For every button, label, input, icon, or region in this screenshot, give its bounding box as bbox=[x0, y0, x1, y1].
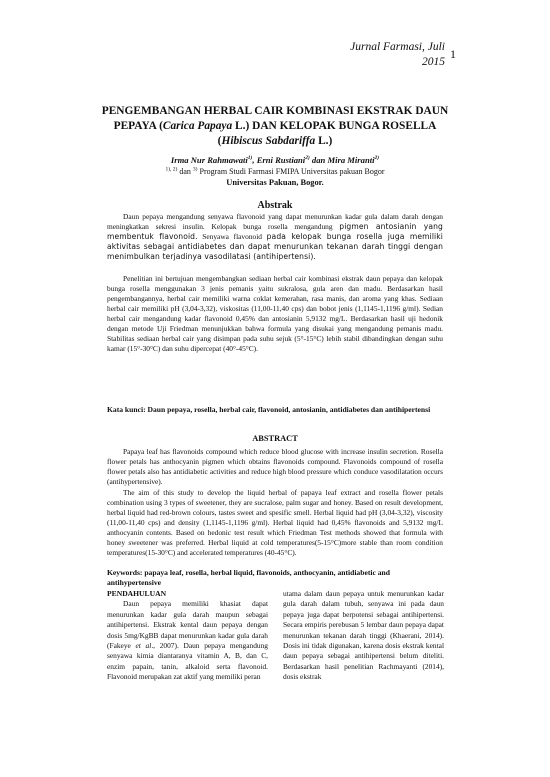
abstrak-text: Daun pepaya mengandung senyawa flavonoid yang dapat menurunkan kadar gula dalam darah dengan meningkatkan sekresi insulin. Kelopak bunga rosella mengandung bbox=[107, 212, 443, 231]
author-sup: 2) bbox=[305, 155, 310, 162]
body-column-left bbox=[107, 589, 268, 683]
title-text: PEPAYA ( bbox=[113, 120, 163, 132]
title-species: Hibiscus Sabdariffa bbox=[221, 135, 316, 147]
author-name: Erni Rustiani bbox=[256, 155, 306, 165]
author-names bbox=[70, 155, 480, 166]
title-line-3 bbox=[70, 134, 480, 149]
author-sep: dan bbox=[309, 155, 328, 165]
title-text: ( bbox=[217, 135, 222, 147]
body-paragraph bbox=[107, 599, 268, 682]
abstrak-text-sans: pada kelopak bunga rosella juga memiliki aktivitas sebagai antidiabetes dan dapat menurunkan tekanan darah tinggi dengan menimbulkan terjadinya vasodilatasi (antihipertensi). bbox=[107, 232, 443, 261]
journal-year: 2015 bbox=[422, 56, 445, 68]
section-heading: PENDAHULUAN bbox=[107, 589, 167, 598]
abstrak-text: Senyawa flavonoid bbox=[197, 232, 267, 241]
aff-sup: 3) bbox=[192, 166, 198, 173]
aff-sep: dan bbox=[177, 167, 193, 176]
keywords: Keywords: papaya leaf, rosella, herbal liquid, flavonoids, anthocyanin, antidiabetic and antihypertensive bbox=[107, 568, 390, 587]
kata-kunci: Kata kunci: Daun pepaya, rosella, herbal cair, flavonoid, antosianin, antidiabetes dan antihipertensi bbox=[107, 405, 431, 414]
paper-title bbox=[70, 104, 480, 149]
body-text: Daun pepaya memiliki khasiat dapat menurunkan kadar gula darah maupun sebagai antihipertensi. Ekstrak kental daun pepaya dengan dosis 5mg/KgBB dapat menurunkan kadar gula darah (Fakeye bbox=[107, 599, 268, 651]
abstrak-heading: Abstrak bbox=[257, 200, 293, 211]
title-text: L.) bbox=[315, 135, 333, 147]
abstract-paragraph-1: Papaya leaf has flavonoids compound which reduce blood glucose with increase insulin secretion. Rosella flower petals has anthocyanin pigmen which obtains flavonoids compound. Flavonoids compound of rosella flower petals also has antidiabetic activities and reduce high blood pressure which conduce vasodilatation occurs (antihypertensive). bbox=[107, 447, 443, 486]
university: Universitas Pakuan, Bogor. bbox=[226, 178, 324, 187]
abstrak-paragraph-1 bbox=[107, 212, 443, 262]
aff-sup: 1), 2) bbox=[165, 166, 178, 173]
abstract-heading: ABSTRACT bbox=[252, 434, 298, 443]
abstrak-paragraph-2: Penelitian ini bertujuan mengembangkan sediaan herbal cair kombinasi ekstrak daun pepaya dan kelopak bunga rosella menggunakan 3 jenis pemanis yaitu sukralosa, gula aren dan madu. Berdasarkan hasil pengembangannya, herbal cair memiliki warna coklat kemerahan, rasa manis, dan aroma yang khas. Sediaan herbal cair memiliki pH (3,04-3,32), viskositas (11,00-11,40 cps) dan bobot jenis (1,1145-1,1196 g/ml). Sedian herbal cair mengandung kadar flavonoid 0,45% dan antosianin 5,9132 mg/L. Berdasarkan hasil uji hedonik dengan metode Uji Friedman menunjukkan bahwa formula yang disukai yang mengandung pemanis madu. Stabilitas sediaan herbal cair yang disimpan pada suhu sejuk (5°-15°C) lebih stabil dibandingkan dengan suhu kamar (15°-30°C) dan suhu dipercepat (40°-45°C). bbox=[107, 274, 443, 353]
abstract-paragraph-2: The aim of this study to develop the liquid herbal of papaya leaf extract and rosella flower petals combination using 3 types of sweetener, they are sucralose, palm sugar and honey. Based on result development, herbal liquid had red-brown colours, tastes sweet and spesific smell. Herbal liquid had pH (3,04-3,32), viscosity (11,00-11,40 cps) and density (1,1145-1,1196 g/ml). Herbal liquid had 0,45% flavonoids and 5,9132 mg/L anthocyanin contents. Based on hedonic test result which Friedman Test methods showed that formula with honey sweetener was preferred. Herbal liquid at cold temperatures(5-15°C)more stable than room condition temperatures(15-30°C) and accelerated temperatures (40-45°C). bbox=[107, 488, 443, 557]
body-column-right bbox=[283, 589, 444, 683]
title-line-1: PENGEMBANGAN HERBAL CAIR KOMBINASI EKSTRAK DAUN bbox=[101, 105, 449, 117]
author-sep: , bbox=[252, 155, 257, 165]
title-line-2 bbox=[70, 119, 480, 134]
body-italic: et al bbox=[135, 641, 152, 651]
journal-name: Jurnal Farmasi, Juli bbox=[350, 41, 445, 53]
author-sup: 1) bbox=[247, 155, 253, 162]
journal-header bbox=[305, 40, 445, 70]
abstrak-text-sans: pigmen antosianin yang membentuk flavonoid. bbox=[107, 222, 443, 241]
author-name: Mira Miranti bbox=[327, 155, 375, 165]
author-name: Irma Nur Rahmawati bbox=[170, 155, 248, 165]
title-text: L.) DAN KELOPAK BUNGA ROSELLA bbox=[232, 120, 437, 132]
aff-text: Program Studi Farmasi FMIPA Universitas pakuan Bogor bbox=[197, 167, 385, 176]
body-paragraph: utama dalam daun pepaya untuk menurunkan kadar gula darah dalam tubuh, senyawa ini pada daun pepaya juga dapat berpotensi sebagai antihipertensi. Secara empiris perebusan 5 lembar daun pepaya dapat menurunkan tekanan darah tinggi (Khaerani, 2014). Dosis ini tidak digunakan, karena dosis ekstrak kental daun pepaya sebagai antihipertensi belum diteliti. Berdasarkan hasil penelitian Rachmayanti (2014), dosis ekstrak bbox=[283, 589, 444, 682]
affiliation bbox=[70, 166, 480, 177]
title-species: Carica Papaya bbox=[162, 120, 233, 132]
author-sup: 2) bbox=[374, 155, 380, 162]
page-number: 1 bbox=[450, 47, 456, 61]
author-block bbox=[70, 155, 480, 188]
body-text: ., 2007). Daun pepaya mengandung senyawa kimia diantaranya vitamin A, B, dan C, enzim papain, tanin, alkaloid serta flavonoid. Flavonoid merupakan zat aktif yang memiliki peran bbox=[107, 641, 269, 682]
